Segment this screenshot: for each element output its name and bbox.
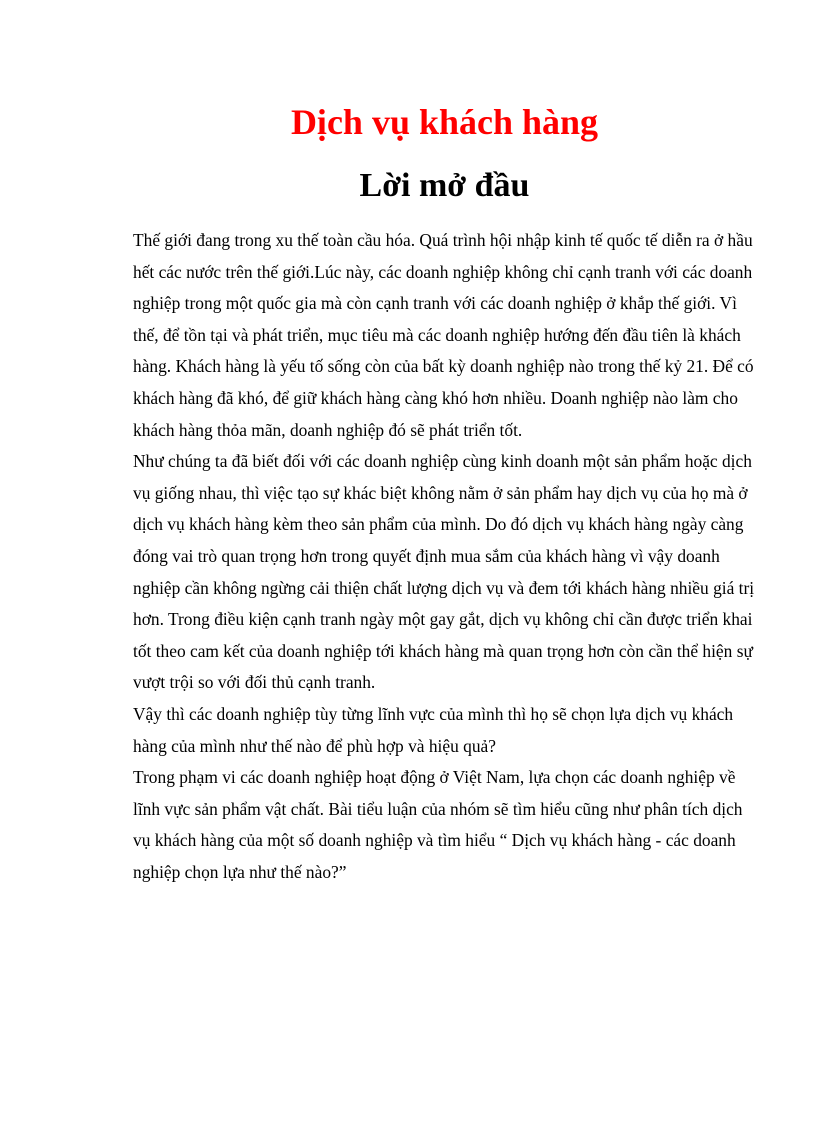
paragraph-3: Vậy thì các doanh nghiệp tùy từng lĩnh vực của mình thì họ sẽ chọn lựa dịch vụ khách hàng của mình như thế nào để phù hợp và hiệu quả?	[133, 703, 734, 756]
document-body	[133, 225, 757, 888]
paragraph-2: Như chúng ta đã biết đối với các doanh nghiệp cùng kinh doanh một sản phẩm hoặc dịch vụ giống nhau, thì việc tạo sự khác biệt không nằm ở sản phẩm hay dịch vụ của họ mà ở dịch vụ khách hàng kèm theo sản phẩm của mình. Do đó dịch vụ khách hàng ngày càng đóng vai trò quan trọng hơn trong quyết định mua sắm của khách hàng vì vậy doanh nghiệp cần không ngừng cải thiện chất lượng dịch vụ và đem tới khách hàng nhiều giá trị hơn. Trong điều kiện cạnh tranh ngày một gay gắt, dịch vụ không chỉ cần được triển khai tốt theo cam kết của doanh nghiệp tới khách hàng mà quan trọng hơn còn cần thể hiện sự vượt trội so với đối thủ cạnh tranh.	[133, 451, 755, 693]
document-title: Dịch vụ khách hàng	[290, 102, 599, 142]
section-heading: Lời mở đầu	[359, 167, 530, 204]
paragraph-4: Trong phạm vi các doanh nghiệp hoạt động ở Việt Nam, lựa chọn các doanh nghiệp về lĩnh vực sản phẩm vật chất. Bài tiểu luận của nhóm sẽ tìm hiểu cũng như phân tích dịch vụ khách hàng của một số doanh nghiệp và tìm hiểu “ Dịch vụ khách hàng - các doanh nghiệp chọn lựa như thế nào?”	[133, 767, 743, 882]
paragraph-1: Thế giới đang trong xu thế toàn cầu hóa. Quá trình hội nhập kinh tế quốc tế diễn ra ở hầu hết các nước trên thế giới.Lúc này, các doanh nghiệp không chỉ cạnh tranh với các doanh nghiệp trong một quốc gia mà còn cạnh tranh với các doanh nghiệp ở khắp thế giới. Vì thế, để tồn tại và phát triển, mục tiêu mà các doanh nghiệp hướng đến đầu tiên là khách hàng. Khách hàng là yếu tố sống còn của bất kỳ doanh nghiệp nào trong thế kỷ 21. Để có khách hàng đã khó, để giữ khách hàng càng khó hơn nhiều. Doanh nghiệp nào làm cho khách hàng thỏa mãn, doanh nghiệp đó sẽ phát triển tốt.	[133, 230, 754, 440]
